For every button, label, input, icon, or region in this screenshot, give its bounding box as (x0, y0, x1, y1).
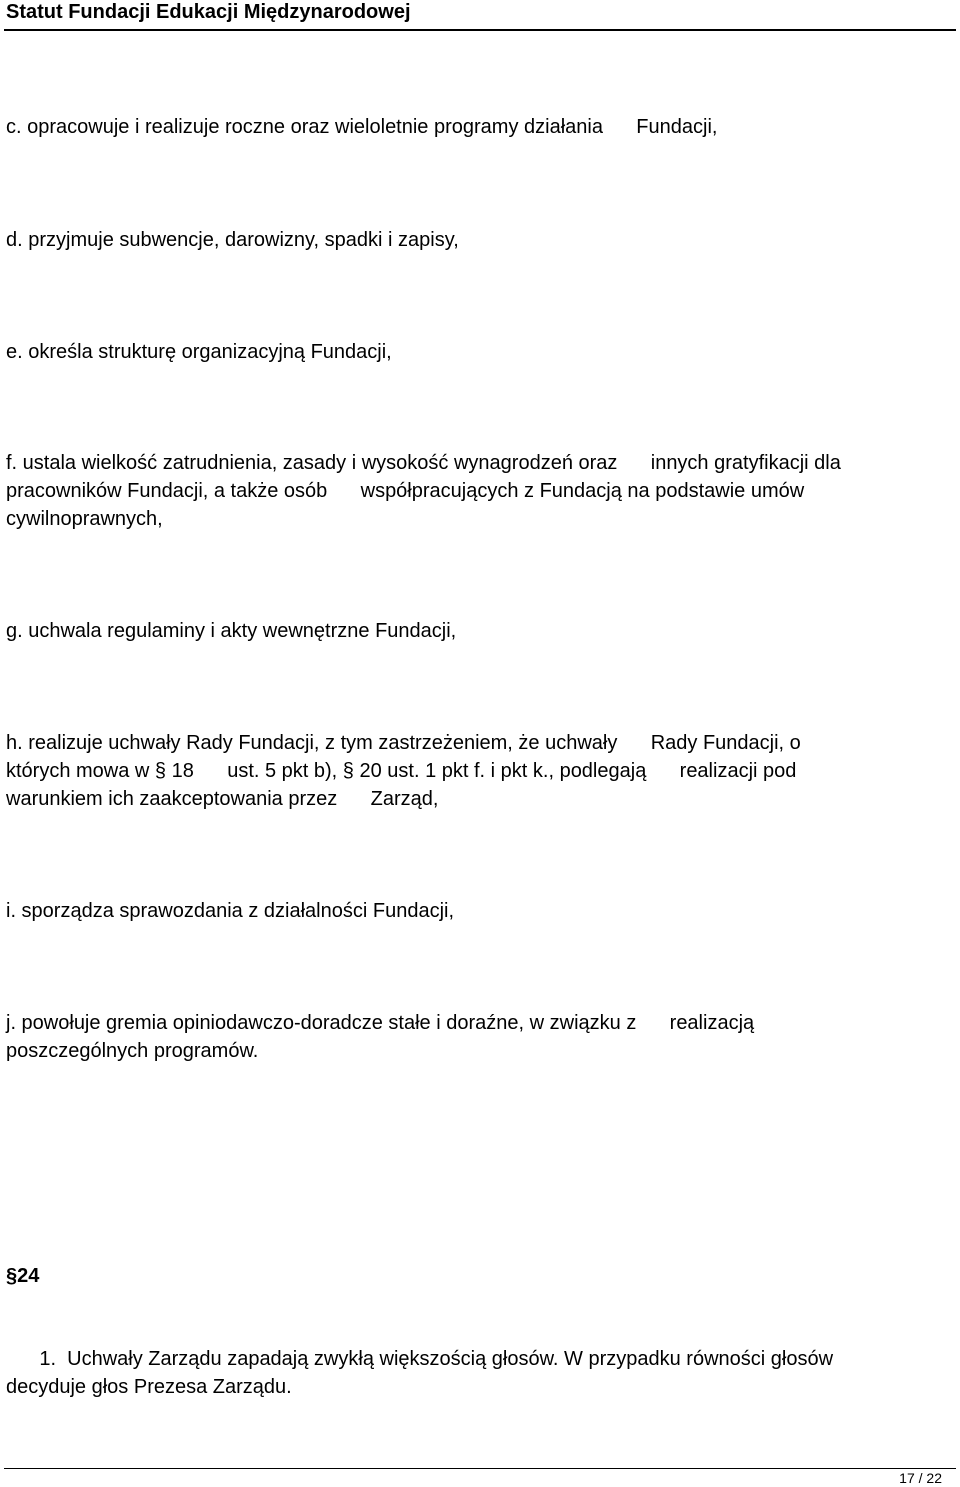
section-paragraph-line-2: decyduje głos Prezesa Zarządu. (6, 1376, 292, 1398)
item-h-line-1: h. realizuje uchwały Rady Fundacji, z tym zastrzeżeniem, że uchwały Rady Fundacji, o (6, 732, 801, 754)
section-heading: §24 (6, 1265, 40, 1287)
item-h-line-3: warunkiem ich zaakceptowania przez Zarząd, (6, 788, 439, 810)
item-j-line-1: j. powołuje gremia opiniodawczo-doradcze stałe i doraźne, w związku z realizacją (6, 1012, 755, 1034)
header-divider (4, 29, 956, 31)
item-h-line-2: których mowa w § 18 ust. 5 pkt b), § 20 ust. 1 pkt f. i pkt k., podlegają realizacji pod (6, 760, 797, 782)
item-d (6, 226, 459, 254)
item-h (6, 729, 801, 813)
document-title: Statut Fundacji Edukacji Międzynarodowej (6, 1, 411, 23)
item-f (6, 449, 841, 533)
footer-divider (4, 1468, 956, 1469)
section-paragraph-line-1: 1. Uchwały Zarządu zapadają zwykłą większością głosów. W przypadku równości głosów (6, 1348, 834, 1370)
item-j-line-2: poszczególnych programów. (6, 1040, 259, 1062)
item-f-line-1: f. ustala wielkość zatrudnienia, zasady i wysokość wynagrodzeń oraz innych gratyfikacji dla (6, 452, 841, 474)
item-e-line-1: e. określa strukturę organizacyjną Fundacji, (6, 341, 392, 363)
page-number: 17 / 22 (899, 1470, 942, 1486)
item-f-line-3: cywilnoprawnych, (6, 508, 163, 530)
item-c (6, 113, 717, 141)
section-paragraph (6, 1345, 833, 1401)
item-e (6, 338, 392, 366)
item-f-line-2: pracowników Fundacji, a także osób współpracujących z Fundacją na podstawie umów (6, 480, 805, 502)
item-g-line-1: g. uchwala regulaminy i akty wewnętrzne Fundacji, (6, 620, 457, 642)
item-c-line-1: c. opracowuje i realizuje roczne oraz wieloletnie programy działania Fundacji, (6, 116, 718, 138)
item-i (6, 897, 454, 925)
item-g (6, 617, 456, 645)
item-d-line-1: d. przyjmuje subwencje, darowizny, spadki i zapisy, (6, 229, 459, 251)
item-i-line-1: i. sporządza sprawozdania z działalności Fundacji, (6, 900, 455, 922)
item-j (6, 1009, 754, 1065)
